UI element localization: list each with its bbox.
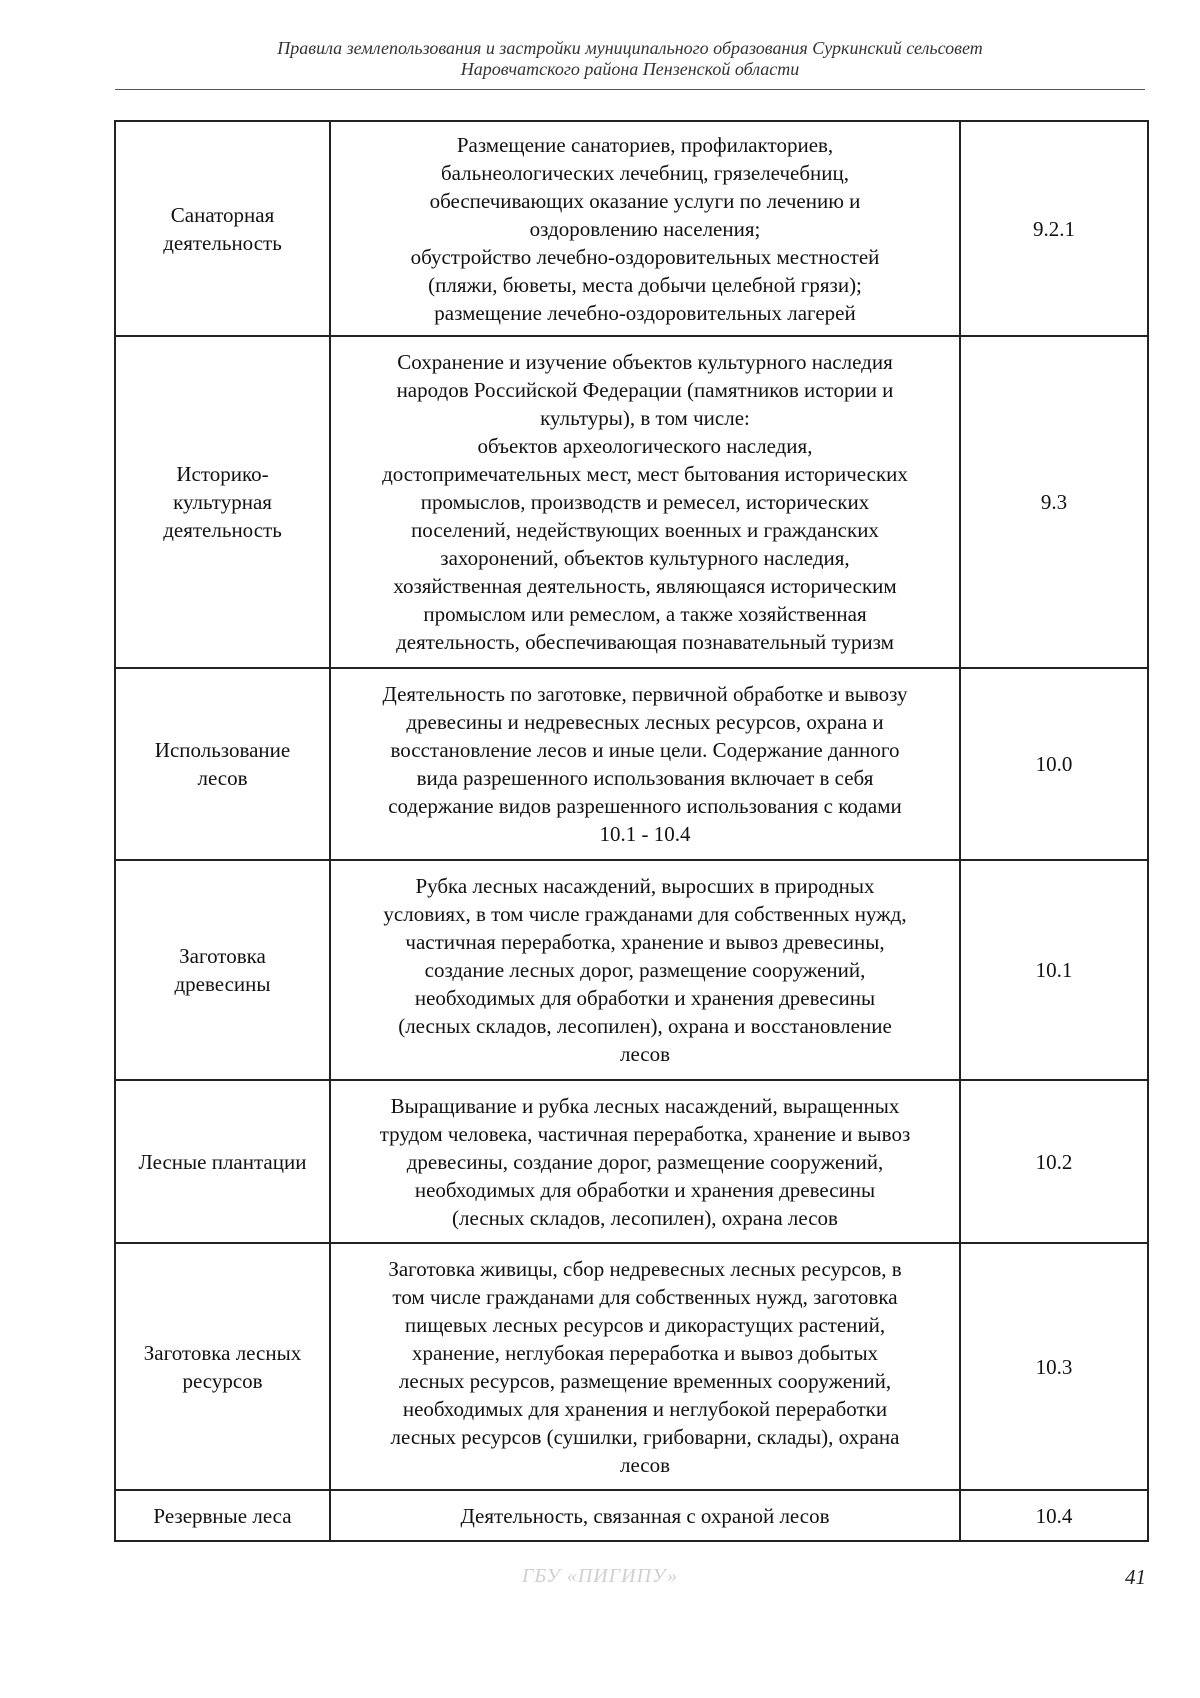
use-type-description: Деятельность по заготовке, первичной обработке и вывозу древесины и недревесных лесных ресурсов, охрана и восстановление лесов и иные цели. Содержание данного вида разрешенного использования включает в себя содержание видов разрешенного использования с кодами 10.1 - 10.4	[330, 668, 960, 860]
use-type-description: Рубка лесных насаждений, выросших в природных условиях, в том числе гражданами для собственных нужд, частичная переработка, хранение и вывоз древесины, создание лесных дорог, размещение сооружений, необходимых для обработки и хранения древесины (лесных складов, лесопилен), охрана и восстановление лесов	[330, 860, 960, 1080]
use-type-name: Лесные плантации	[115, 1080, 330, 1243]
table-row	[115, 668, 1148, 860]
page-header	[115, 38, 1145, 80]
use-type-description: Сохранение и изучение объектов культурного наследия народов Российской Федерации (памятников истории и культуры), в том числе: объектов археологического наследия, достопримечательных мест, мест бытования исторических промыслов, производств и ремесел, исторических поселений, недействующих военных и гражданских захоронений, объектов культурного наследия, хозяйственная деятельность, являющаяся историческим промыслом или ремеслом, а также хозяйственная деятельность, обеспечивающая познавательный туризм	[330, 336, 960, 668]
use-type-code: 10.0	[960, 668, 1148, 860]
use-type-name: Историко- культурная деятельность	[115, 336, 330, 668]
use-type-name: Заготовка древесины	[115, 860, 330, 1080]
table-row	[115, 1243, 1148, 1490]
use-type-description: Выращивание и рубка лесных насаждений, выращенных трудом человека, частичная переработка, хранение и вывоз древесины, создание дорог, размещение сооружений, необходимых для обработки и хранения древесины (лесных складов, лесопилен), охрана лесов	[330, 1080, 960, 1243]
table-row	[115, 1080, 1148, 1243]
use-type-name: Использование лесов	[115, 668, 330, 860]
table-row	[115, 121, 1148, 336]
use-type-description: Заготовка живицы, сбор недревесных лесных ресурсов, в том числе гражданами для собственных нужд, заготовка пищевых лесных ресурсов и дикорастущих растений, хранение, неглубокая переработка и вывоз добытых лесных ресурсов, размещение временных сооружений, необходимых для хранения и неглубокой переработки лесных ресурсов (сушилки, грибоварни, склады), охрана лесов	[330, 1243, 960, 1490]
use-type-name: Санаторная деятельность	[115, 121, 330, 336]
table-row	[115, 1490, 1148, 1541]
header-line-1: Правила землепользования и застройки муниципального образования Суркинский сельсовет	[277, 38, 983, 58]
use-type-code: 10.3	[960, 1243, 1148, 1490]
table-row	[115, 336, 1148, 668]
page-number: 41	[1125, 1565, 1146, 1589]
use-type-name: Резервные леса	[115, 1490, 330, 1541]
table-row	[115, 860, 1148, 1080]
use-type-code: 9.3	[960, 336, 1148, 668]
header-divider	[115, 89, 1145, 90]
use-type-code: 9.2.1	[960, 121, 1148, 336]
header-line-2: Наровчатского района Пензенской области	[460, 59, 800, 79]
use-type-description: Деятельность, связанная с охраной лесов	[330, 1490, 960, 1541]
use-type-code: 10.2	[960, 1080, 1148, 1243]
use-type-description: Размещение санаториев, профилакториев, бальнеологических лечебниц, грязелечебниц, обеспечивающих оказание услуги по лечению и оздоровлению населения; обустройство лечебно-оздоровительных местностей (пляжи, бюветы, места добычи целебной грязи); размещение лечебно-оздоровительных лагерей	[330, 121, 960, 336]
use-type-code: 10.1	[960, 860, 1148, 1080]
use-type-name: Заготовка лесных ресурсов	[115, 1243, 330, 1490]
use-type-code: 10.4	[960, 1490, 1148, 1541]
footer-organization: ГБУ «ПИГИПУ»	[522, 1565, 678, 1587]
land-use-table	[114, 120, 1149, 1542]
